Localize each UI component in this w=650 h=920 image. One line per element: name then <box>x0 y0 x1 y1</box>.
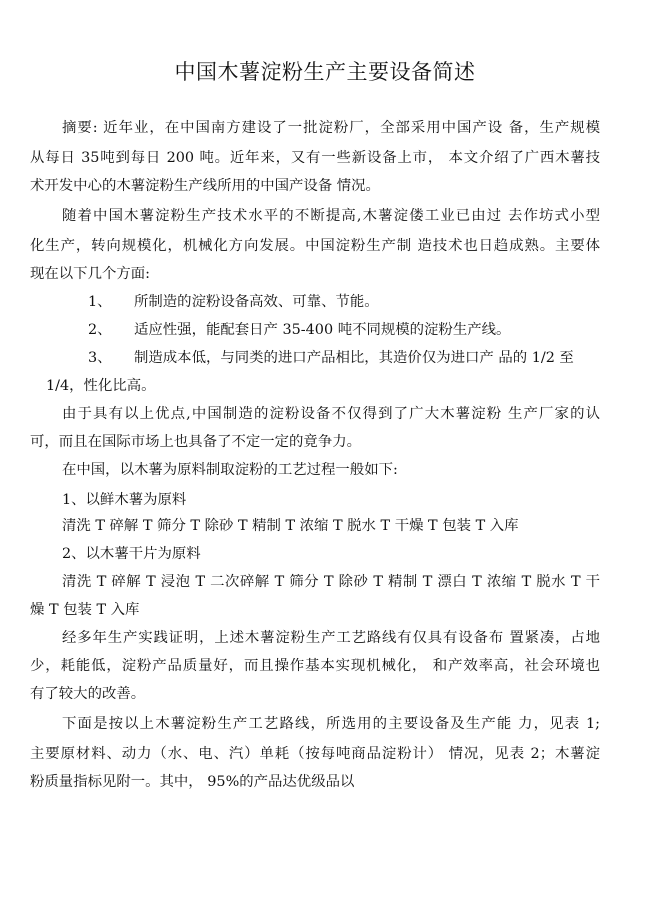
list-number: 3、 <box>88 350 112 366</box>
paragraph-line: 化生产，转向规模化，机械化方向发展。中国淀粉生产制 造技术也日趋成熟。主要体 <box>30 238 600 254</box>
list-item-continuation: 1/4，性化比高。 <box>46 378 156 394</box>
abstract-line-3: 术开发中心的木薯淀粉生产线所用的中国产设备 情况。 <box>30 178 380 194</box>
paragraph-line: 由于具有以上优点,中国制造的淀粉设备不仅得到了广大木薯淀粉 生产厂家的认 <box>62 406 600 422</box>
list-number: 2、 <box>88 322 112 338</box>
process-flow: 清洗 T 碎解 T 筛分 T 除砂 T 精制 T 浓缩 T 脱水 T 干燥 T 包装 T 入库 <box>62 518 519 534</box>
process-flow: 清洗 T 碎解 T 浸泡 T 二次碎解 T 筛分 T 除砂 T 精制 T 漂白 T 浓缩 T 脱水 T 干 <box>62 574 600 590</box>
paragraph-line: 随着中国木薯淀粉生产技术水平的不断提高,木薯淀偻工业已由过 去作坊式小型 <box>62 208 600 224</box>
paragraph-line: 下面是按以上木薯淀粉生产工艺路线，所选用的主要设备及生产能 力，见表 1; <box>62 716 600 732</box>
paragraph-line: 现在以下几个方面: <box>30 266 150 282</box>
paragraph-line: 有了较大的改善。 <box>30 686 146 702</box>
paragraph-line: 主要原材料、动力（水、电、汽）单耗（按每吨商品淀粉计） 情况，见表 2；木薯淀 <box>30 746 600 762</box>
list-item-text: 所制造的淀粉设备高效、可靠、节能。 <box>134 294 379 310</box>
paragraph-line: 可，而且在国际市场上也具备了不定一定的竟争力。 <box>30 434 361 450</box>
paragraph-line: 在中国，以木薯为原料制取淀粉的工艺过程一般如下: <box>62 462 398 478</box>
abstract-line-1: 摘要: 近年业，在中国南方建设了一批淀粉厂，全部采用中国产设 备，生产规模 <box>62 120 600 136</box>
paragraph-line: 经多年生产实践证明，上述木薯淀粉生产工艺路线有仅具有设备布 置紧凑，占地 <box>62 630 600 646</box>
paragraph-line: 少，耗能低，淀粉产品质量好，而且操作基本实现机械化， 和产效率高，社会环境也 <box>30 658 600 674</box>
list-item-text: 适应性强，能配套日产 35-400 吨不同规模的淀粉生产线。 <box>134 322 511 338</box>
process-flow-continuation: 燥 T 包装 T 入库 <box>30 602 140 618</box>
list-item <box>88 320 510 340</box>
page-title: 中国木薯淀粉生产主要设备简述 <box>174 60 476 84</box>
list-item <box>88 348 600 368</box>
list-item-text: 制造成本低，与同类的进口产品相比，其造价仅为进口产 品的 1/2 至 <box>134 350 574 366</box>
subheading: 2、以木薯干片为原料 <box>62 546 201 562</box>
list-item <box>88 292 379 312</box>
paragraph-line: 粉质量指标见附一。其中， 95%的产品达优级品以 <box>30 774 355 790</box>
subheading: 1、以鲜木薯为原料 <box>62 492 187 508</box>
abstract-line-2: 从每日 35吨到每日 200 吨。近年来，又有一些新设备上市， 本文介绍了广西木薯技 <box>30 150 600 166</box>
list-number: 1、 <box>88 294 112 310</box>
